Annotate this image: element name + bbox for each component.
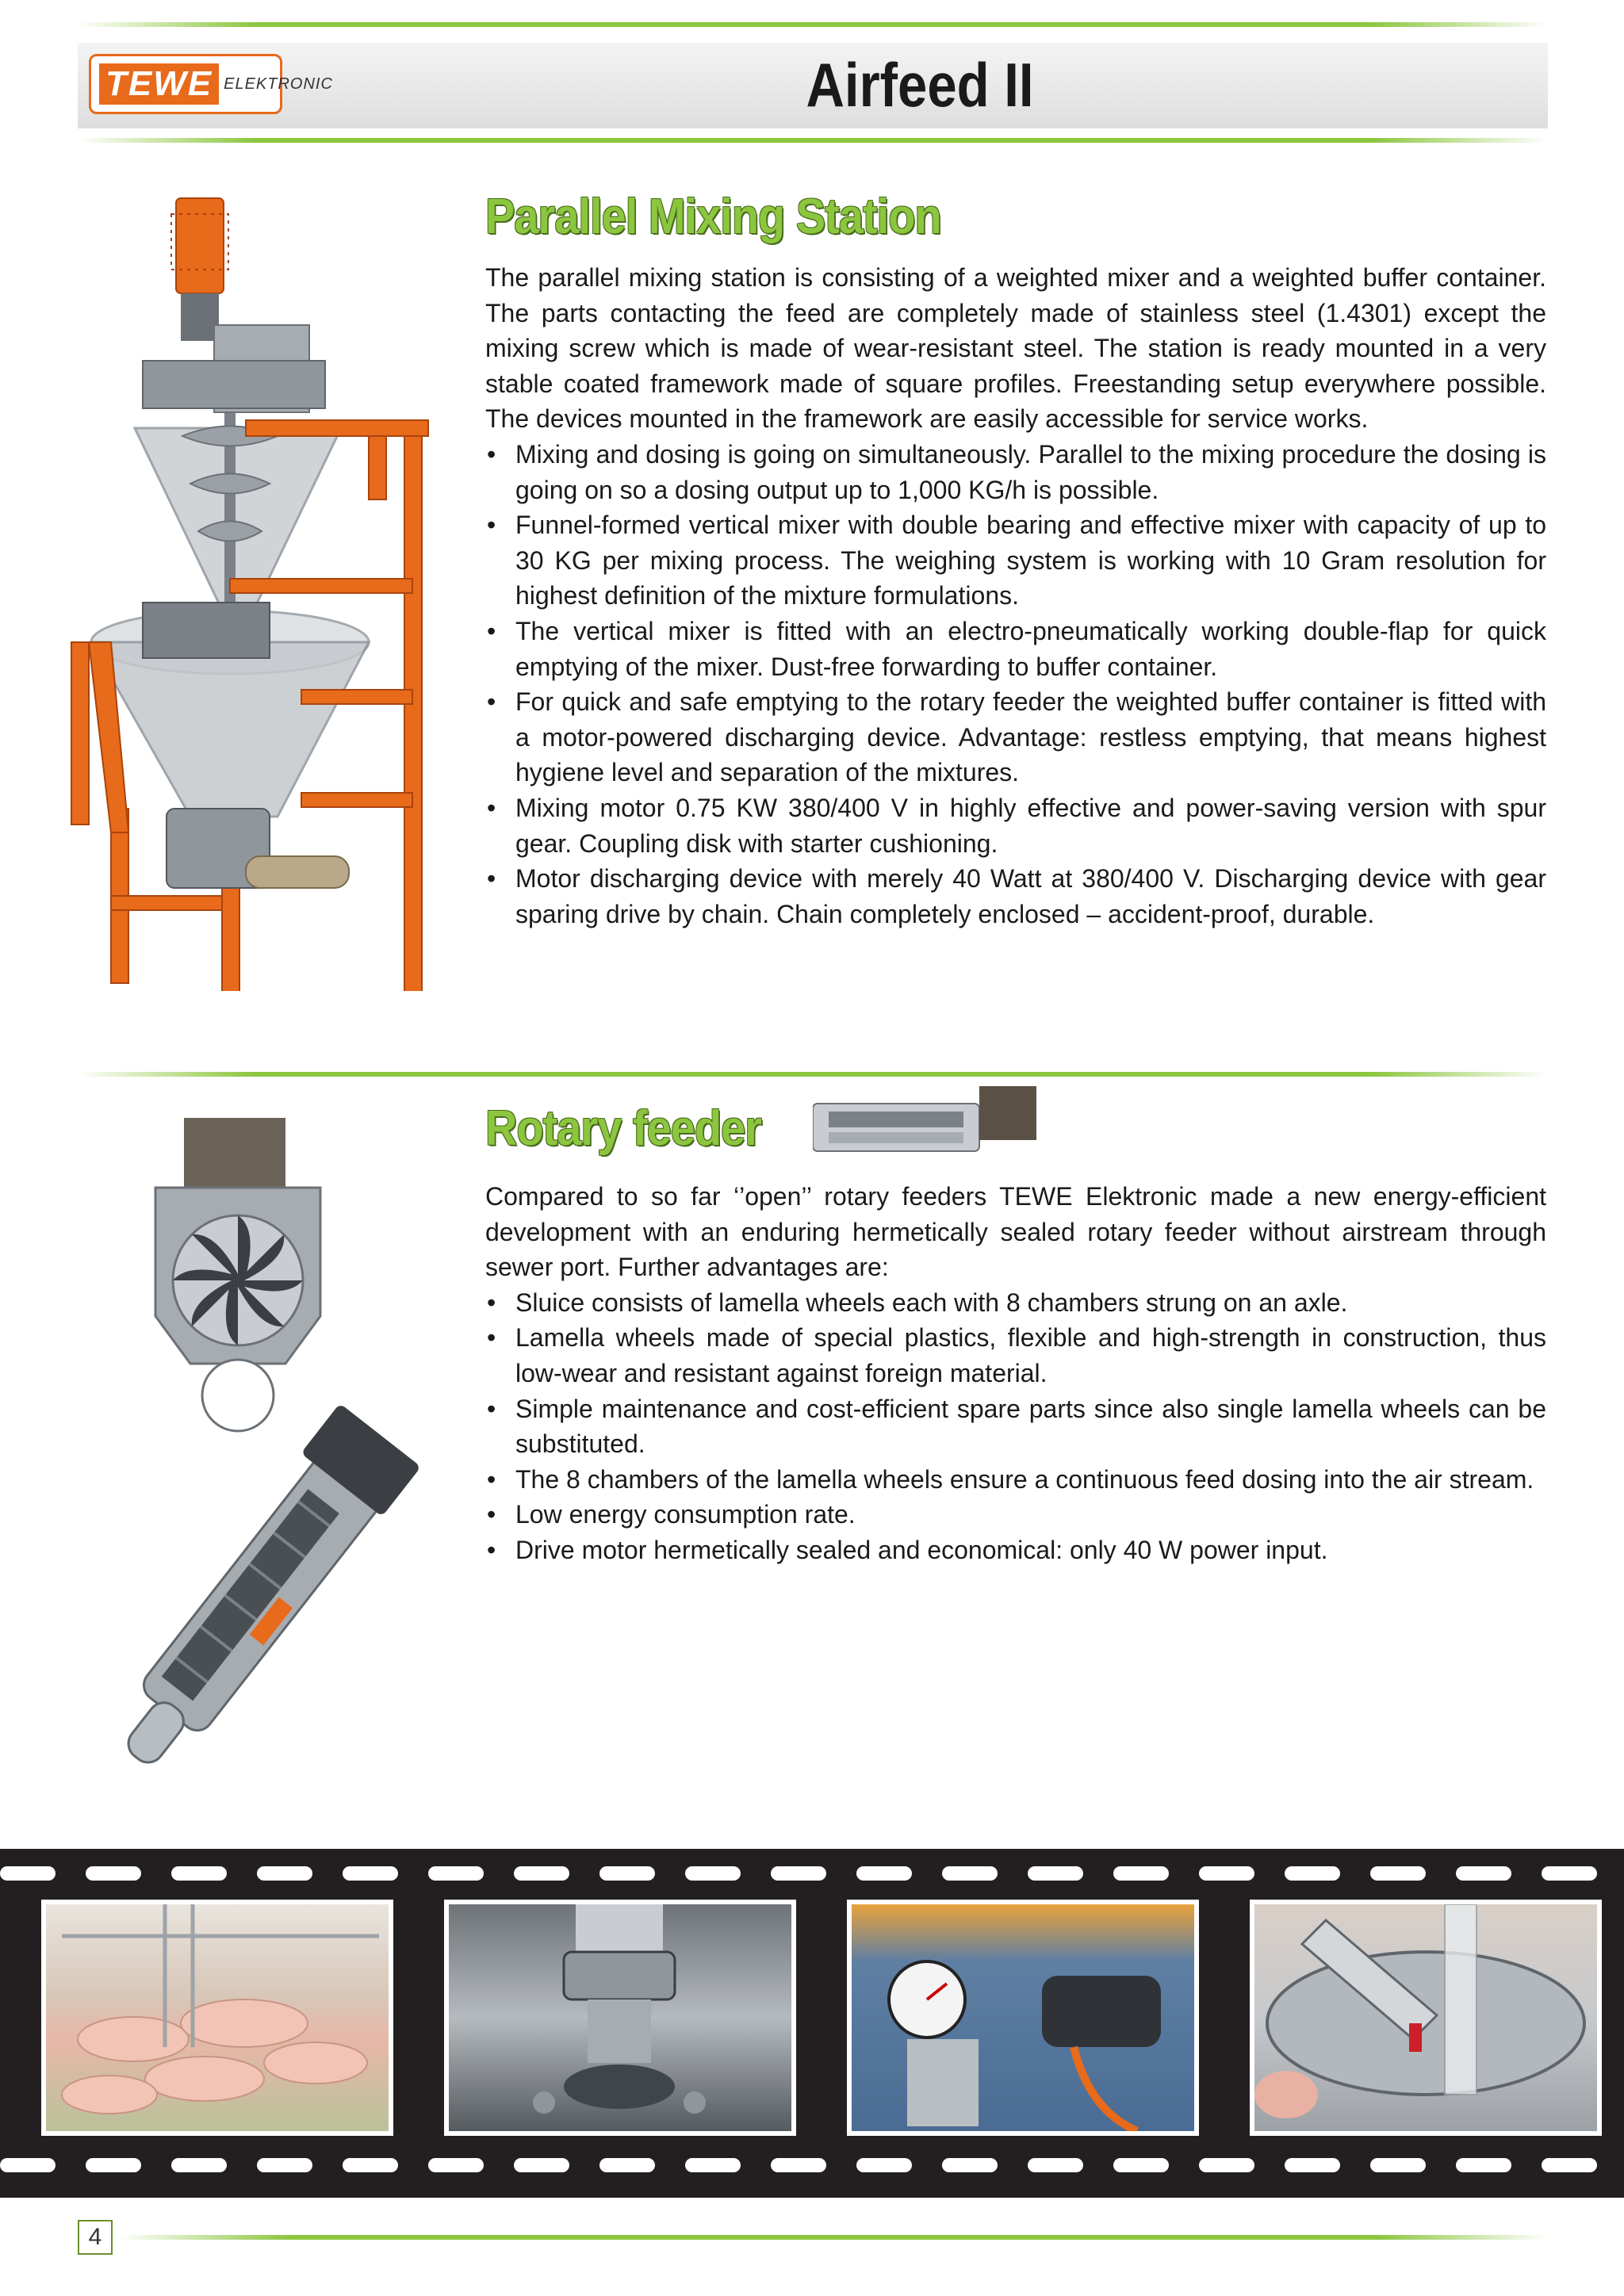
feed-trough-art (1254, 1904, 1597, 2131)
section-title-rotary-feeder: Rotary feeder (485, 1101, 762, 1156)
logo-main-text: TEWE (99, 63, 219, 105)
footer-divider (119, 2235, 1548, 2240)
photo-feed-trough (1250, 1900, 1602, 2136)
photo-piglets-pen (41, 1900, 393, 2136)
section-divider (78, 1072, 1548, 1077)
lower-funnel (91, 642, 369, 817)
list-item: • Funnel-formed vertical mixer with double bearing and effective mixer with capacity of up to 30 KG per mixing process. The weighing system is working with 10 Gram resolution for highest definition of the mixture formulations. (485, 507, 1546, 614)
pressure-gauge-art (852, 1904, 1194, 2131)
photo-mixer-coupling (444, 1900, 796, 2136)
list-item: • The 8 chambers of the lamella wheels ensure a continuous feed dosing into the air stream. (485, 1462, 1546, 1498)
mixer-coupling-art (449, 1904, 791, 2131)
brand-logo (89, 54, 333, 114)
section-title-mixing-station: Parallel Mixing Station (485, 189, 941, 244)
list-item: • Mixing motor 0.75 KW 380/400 V in highly effective and power-saving version with spur gear. Coupling disk with starter cushioning. (485, 790, 1546, 861)
mixing-station-body (485, 260, 1546, 932)
logo-sub-text: ELEKTRONIC (224, 75, 333, 93)
flap-unit (143, 603, 270, 658)
rotary-feeder-body (485, 1179, 1546, 1568)
rotary-feeder-small-icon (813, 1086, 1051, 1158)
piglets-pen-art (46, 1904, 389, 2131)
top-divider (78, 22, 1548, 27)
list-item: • For quick and safe emptying to the rotary feeder the weighted buffer container is fitted with a motor-powered discharging device. Advantage: restless emptying, that means highest hygiene level and separation of the mixtures. (485, 684, 1546, 790)
mixing-station-intro: The parallel mixing station is consisting of a weighted mixer and a weighted buffer container. The parts contacting the feed are completely made of stainless steel (1.4301) except the mixing screw which is made of wear-resistant steel. The station is ready mounted in a very stable coated framework made of square profiles. Freestanding setup everywhere possible. The devices mounted in the framework are easily accessible for service works. (485, 263, 1546, 434)
list-item: • Mixing and dosing is going on simultaneously. Parallel to the mixing procedure the dosing is going on so a dosing output up to 1,000 KG/h is possible. (485, 437, 1546, 507)
mixing-station-illustration (40, 182, 452, 991)
list-item: • Low energy consumption rate. (485, 1497, 1546, 1533)
header-divider (78, 138, 1548, 143)
list-item: • The vertical mixer is fitted with an electro-pneumatically working double-flap for quick emptying of the mixer. Dust-free forwarding to buffer container. (485, 614, 1546, 684)
list-item: • Sluice consists of lamella wheels each with 8 chambers strung on an axle. (485, 1285, 1546, 1321)
gearbox (181, 293, 219, 341)
list-item: • Drive motor hermetically sealed and economical: only 40 W power input. (485, 1533, 1546, 1568)
list-item: • Lamella wheels made of special plastics, flexible and high-strength in construction, thus low-wear and resistant against foreign material. (485, 1320, 1546, 1391)
rotary-feeder-3d (71, 1372, 444, 1800)
page-title: Airfeed II (806, 50, 1034, 120)
list-item: • Simple maintenance and cost-efficient spare parts since also single lamella wheels can be substituted. (485, 1391, 1546, 1462)
mixing-station-bullets (485, 437, 1546, 932)
list-item: • Motor discharging device with merely 40 Watt at 380/400 V. Discharging device with gear sparing drive by chain. Chain completely enclosed – accident-proof, durable. (485, 861, 1546, 932)
filmstrip-top-perforations (0, 1866, 1624, 1881)
photo-pressure-gauge (847, 1900, 1199, 2136)
small-feeder-motor (979, 1086, 1036, 1140)
mixer-motor (176, 198, 224, 293)
page-number: 4 (78, 2220, 113, 2255)
bottom-pipe (246, 856, 349, 888)
feeder-inlet (184, 1118, 285, 1191)
rotary-feeder-bullets (485, 1285, 1546, 1568)
filmstrip-bottom-perforations (0, 2158, 1624, 2172)
rotary-feeder-intro: Compared to so far ‘’open’’ rotary feeders TEWE Elektronic made a new energy-efficient development with an enduring hermetically sealed rotary feeder without airstream through sewer port. Further advantages are: (485, 1182, 1546, 1282)
top-platform (143, 361, 325, 408)
